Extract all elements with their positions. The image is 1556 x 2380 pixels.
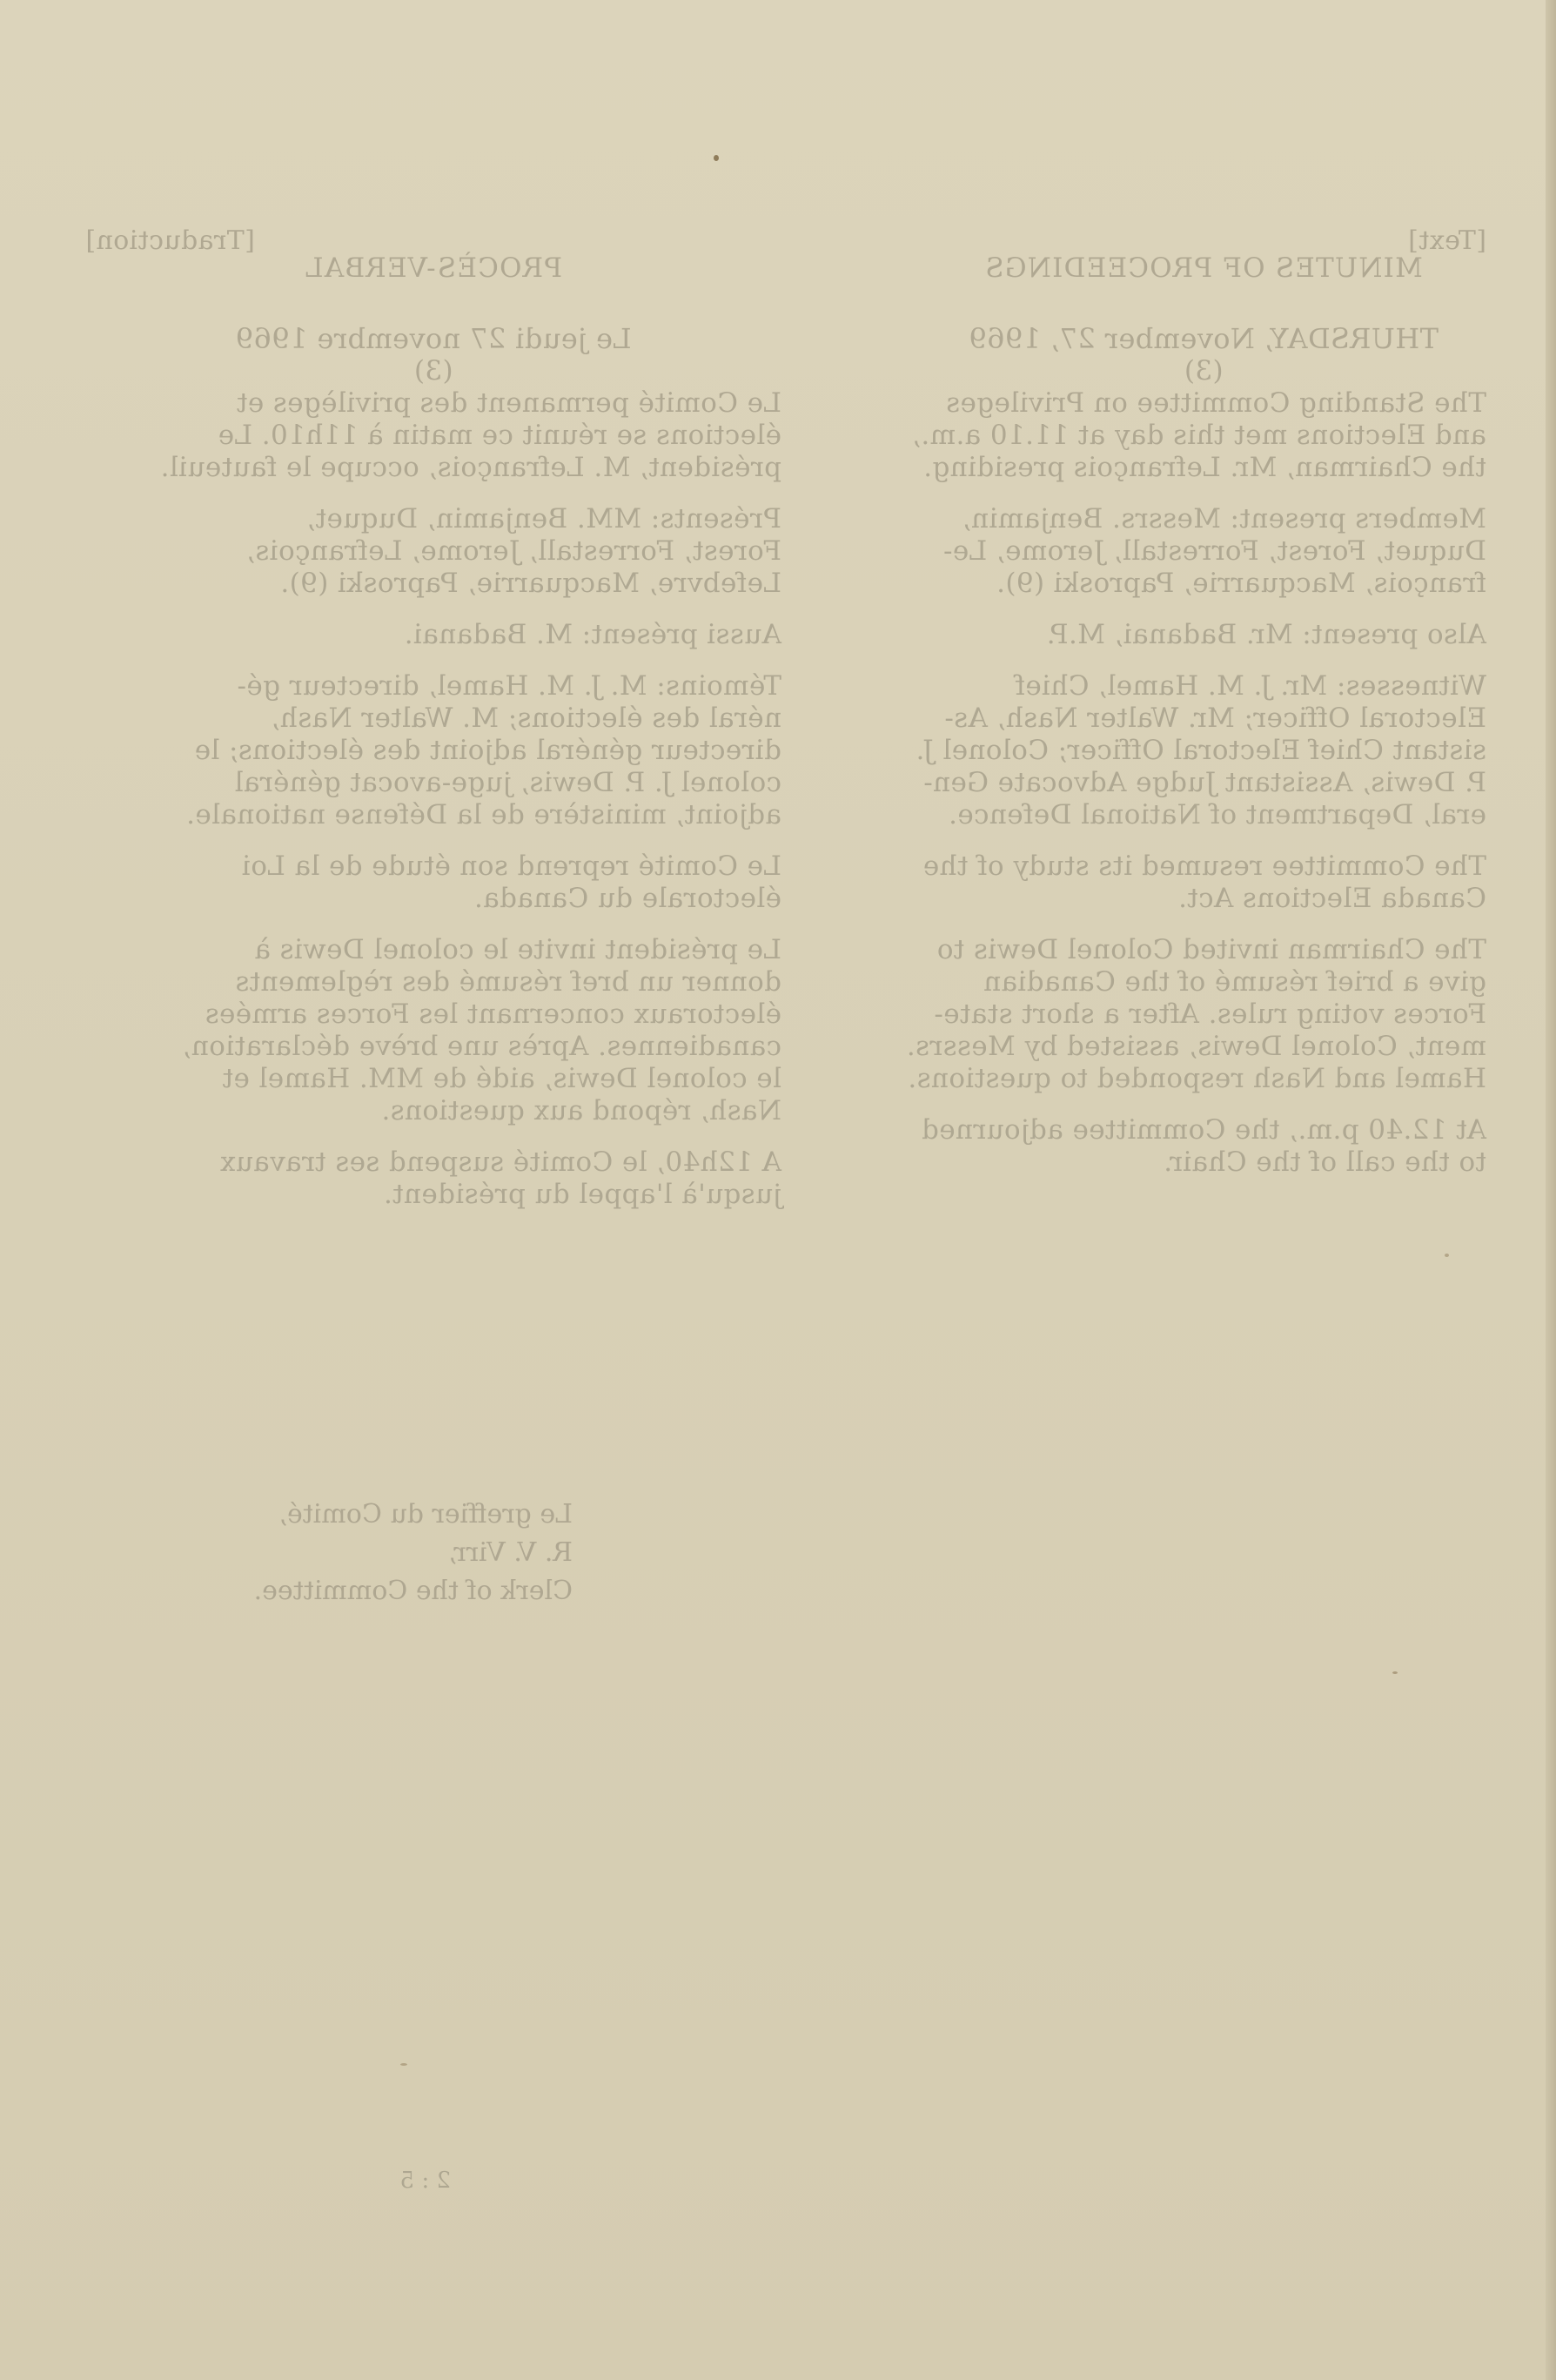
french-sitting-number: (3)	[413, 355, 453, 387]
french-body-line: Le président invite le colonel Dewis à	[254, 934, 781, 965]
english-body-line: Forces voting rules. After a short state-	[934, 998, 1486, 1030]
english-body-line	[921, 831, 1486, 850]
english-body-line: Canada Elections Act.	[1177, 883, 1486, 914]
english-body-line: The Standing Committee on Privileges	[945, 387, 1486, 419]
french-body-line: néral des élections; M. Walter Nash,	[271, 703, 781, 734]
english-date: THURSDAY, November 27, 1969	[969, 322, 1439, 355]
french-body-line: élections se réunit ce matin à 11h10. Le	[218, 420, 781, 451]
french-body-line	[85, 915, 781, 934]
clerk-signature-block	[254, 1496, 573, 1610]
english-body-line: At 12.40 p.m., the Committee adjourned	[921, 1114, 1486, 1146]
paper-speck	[1445, 1254, 1449, 1257]
french-body-line: colonel J. P. Dewis, juge-avocat général	[234, 767, 781, 798]
english-body-line: Electoral Officer; Mr. Walter Nash, As-	[943, 703, 1486, 734]
french-date: Le jeudi 27 novembre 1969	[235, 322, 632, 355]
paper-speck	[400, 2063, 407, 2066]
english-body-line: and Elections met this day at 11.10 a.m.,	[911, 420, 1486, 451]
english-body-line: The Committee resumed its study of the	[922, 850, 1486, 882]
french-body-line: Forest, Forrestall, Jerome, Lefrançois,	[245, 535, 781, 567]
english-header-tag: [Text]	[1407, 225, 1486, 256]
french-body-line	[85, 484, 781, 503]
french-body-line: électoraux concernant les Forces armées	[205, 998, 781, 1030]
french-body-line: A 12h40, le Comité suspend ses travaux	[219, 1146, 781, 1178]
french-title: PROCÈS-VERBAL	[304, 252, 563, 284]
french-body-line	[85, 1127, 781, 1146]
english-body-line	[921, 651, 1486, 670]
french-body-line: Témoins: M. J. M. Hamel, directeur gé-	[237, 670, 781, 702]
english-body-line: Hamel and Nash responded to questions.	[908, 1063, 1486, 1094]
french-body-line: électorale du Canada.	[473, 883, 781, 914]
french-body-line	[85, 831, 781, 850]
english-body-line: eral, Department of National Defence.	[948, 799, 1486, 830]
english-body-line	[921, 1095, 1486, 1114]
page-number: 2 : 5	[399, 2168, 451, 2194]
page-edge-shadow	[1546, 0, 1556, 2380]
paper-speck	[714, 155, 719, 161]
english-sitting-number: (3)	[1184, 355, 1224, 387]
english-body-line: to the call of the Chair.	[1163, 1146, 1486, 1178]
french-body-line	[85, 600, 781, 619]
french-body-line: jusqu'à l'appel du président.	[383, 1179, 781, 1210]
clerk-name: R. V. Virr,	[448, 1537, 573, 1568]
english-body-line	[921, 915, 1486, 934]
french-body-line: le colonel Dewis, aidé de MM. Hamel et	[222, 1063, 781, 1094]
english-body-line: Members present: Messrs. Benjamin,	[962, 503, 1486, 534]
english-title: MINUTES OF PROCEEDINGS	[984, 252, 1423, 284]
french-body-line: Lefebvre, Macquarrie, Paproski (9).	[280, 568, 781, 599]
french-body-line: adjoint, ministère de la Défense nationale.	[185, 799, 781, 830]
paper-speck	[1392, 1671, 1398, 1674]
english-body-line: sistant Chief Electoral Officer; Colonel J.	[915, 735, 1486, 766]
french-body-line: Présents: MM. Benjamin, Duquet,	[306, 503, 781, 534]
english-body-line: Duquet, Forest, Forrestall, Jerome, Le-	[942, 535, 1486, 567]
french-body-line: directeur général adjoint des élections; le	[194, 735, 781, 766]
english-body-line: P. Dewis, Assistant Judge Advocate Gen-	[922, 767, 1486, 798]
english-body-line	[921, 600, 1486, 619]
french-body-line: Le Comité reprend son étude de la Loi	[241, 850, 781, 882]
french-header-tag: [Traduction]	[85, 225, 255, 256]
english-body-line: give a brief résumé of the Canadian	[983, 966, 1486, 998]
english-body-line	[921, 484, 1486, 503]
french-body-line: président, M. Lefrançois, occupe le fauteuil.	[160, 452, 781, 483]
french-body-line: donner un bref résumé des règlements	[235, 966, 781, 998]
english-body	[906, 387, 1486, 1179]
english-body-line: Also present: Mr. Badanai, M.P.	[1046, 619, 1486, 650]
french-body-line: Nash, répond aux questions.	[381, 1095, 781, 1126]
french-column	[85, 225, 781, 1211]
clerk-line-en: Clerk of the Committee.	[253, 1576, 573, 1606]
english-body-line: the Chairman, Mr. Lefrançois presiding.	[922, 452, 1486, 483]
french-body-line: Aussi présent: M. Badanai.	[404, 619, 781, 650]
french-body-line: canadiennes. Après une brève déclaration,	[182, 1031, 781, 1062]
english-body-line: françois, Macquarrie, Paproski (9).	[996, 568, 1486, 599]
french-body	[85, 387, 781, 1211]
english-body-line: The Chairman invited Colonel Dewis to	[936, 934, 1486, 965]
english-body-line: Witnesses: Mr. J. M. Hamel, Chief	[1015, 670, 1486, 702]
french-body-line: Le Comité permanent des privilèges et	[236, 387, 781, 419]
clerk-line-fr: Le greffier du Comité,	[278, 1499, 573, 1530]
english-body-line: ment, Colonel Dewis, assisted by Messrs.	[906, 1031, 1486, 1062]
french-body-line	[85, 651, 781, 670]
english-column	[906, 225, 1486, 1179]
